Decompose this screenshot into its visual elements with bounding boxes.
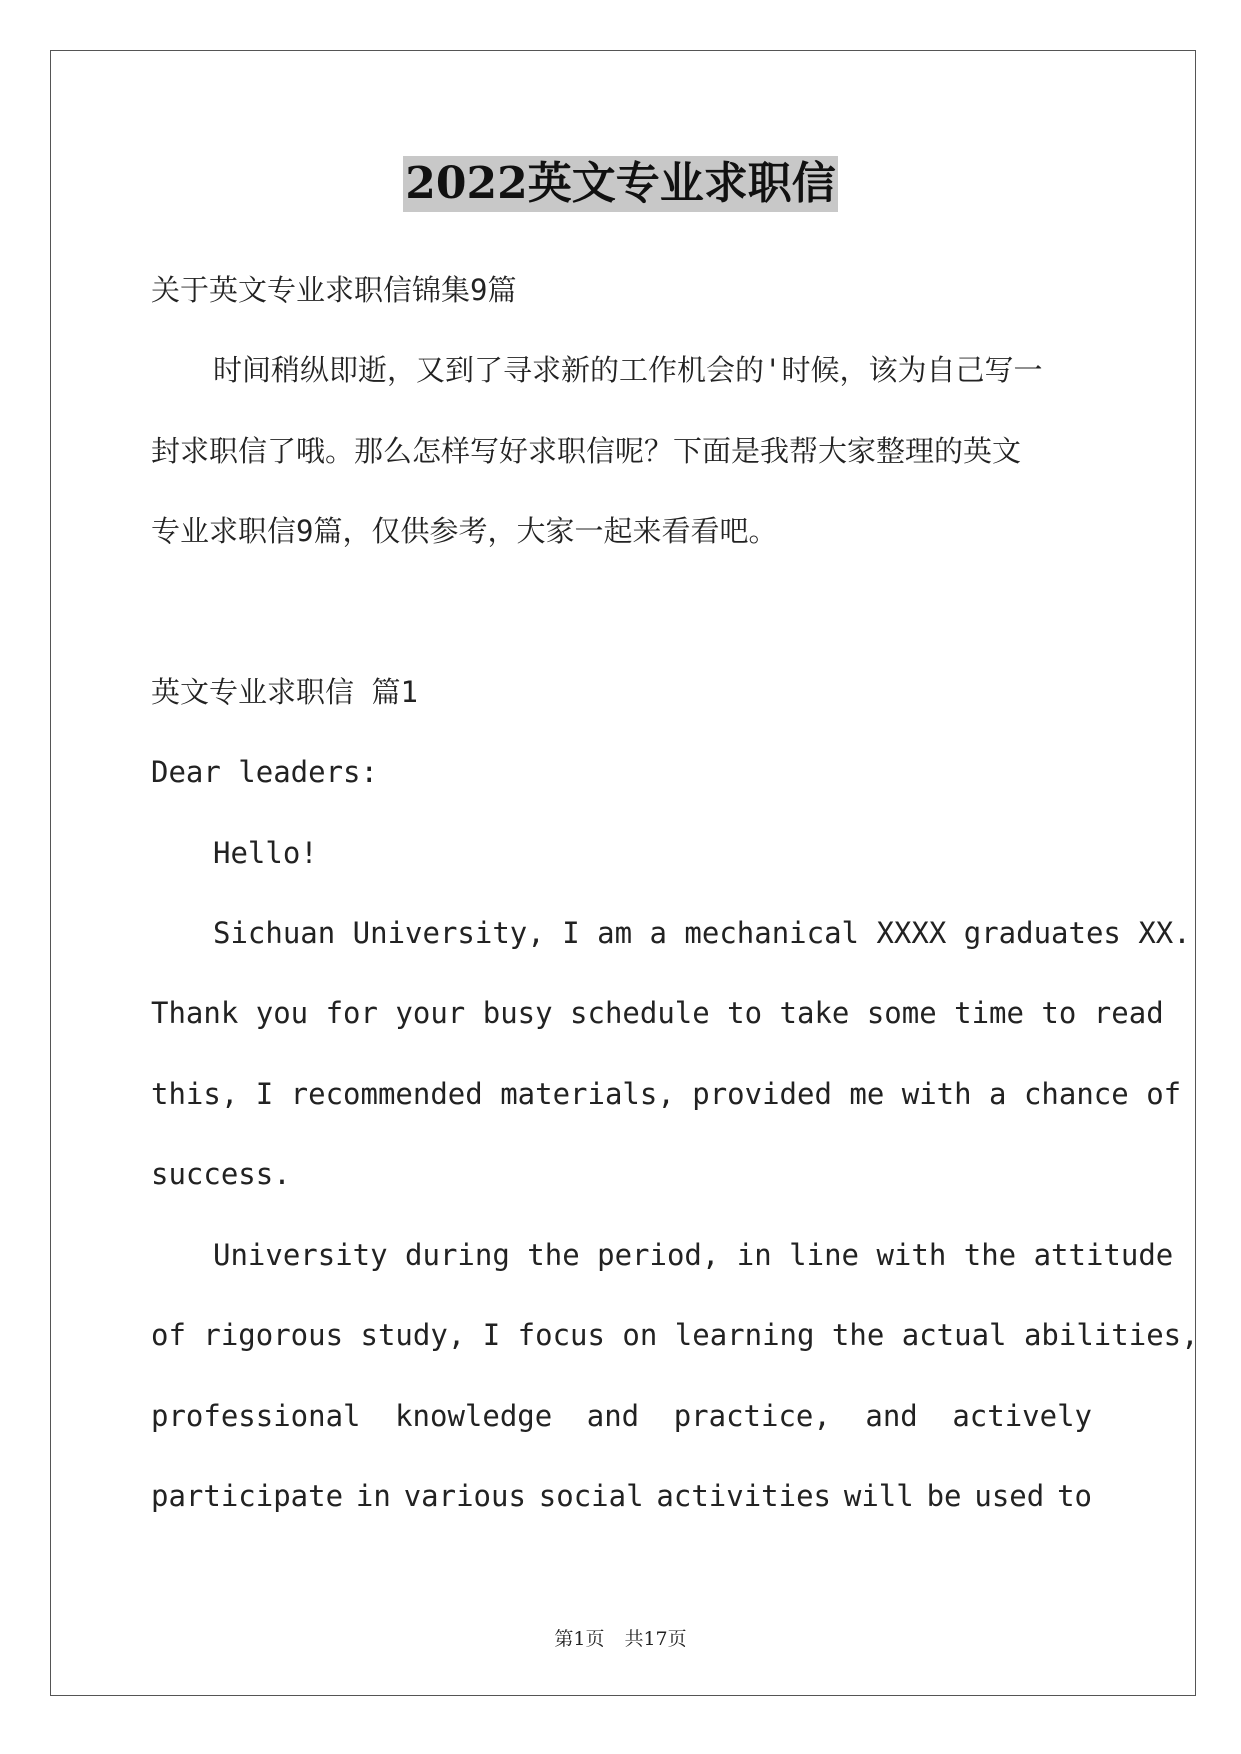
word: practice, [673, 1399, 831, 1433]
word: used [974, 1479, 1045, 1513]
section-heading: 英文专业求职信 篇1 [151, 675, 418, 709]
word: various [403, 1479, 526, 1513]
word: and [865, 1399, 918, 1433]
word: actively [952, 1399, 1092, 1433]
word: to [1057, 1479, 1092, 1513]
page-footer [0, 1626, 1241, 1652]
word: professional [151, 1399, 361, 1433]
word: knowledge [395, 1399, 553, 1433]
para2-line-4 [151, 1476, 1092, 1516]
page-number: 第1页 [554, 1628, 605, 1650]
document-subtitle: 关于英文专业求职信锦集9篇 [151, 273, 517, 307]
intro-line-3: 专业求职信9篇，仅供参考，大家一起来看看吧。 [151, 514, 778, 548]
para2-line-3 [151, 1396, 1092, 1436]
word: activities [656, 1479, 832, 1513]
total-pages: 共17页 [624, 1628, 687, 1650]
intro-line-2: 封求职信了哦。那么怎样写好求职信呢？下面是我帮大家整理的英文 [151, 434, 1022, 468]
salutation: Dear leaders: [151, 755, 378, 789]
document-title: 2022英文专业求职信 [403, 156, 837, 212]
para2-line-2: of rigorous study, I focus on learning the actual abilities, [151, 1318, 1199, 1352]
title-container [0, 156, 1241, 212]
greeting: Hello! [213, 836, 318, 870]
intro-line-1: 时间稍纵即逝，又到了寻求新的工作机会的'时候，该为自己写一 [213, 353, 1043, 387]
word: social [538, 1479, 644, 1513]
para1-line-4: success. [151, 1157, 291, 1191]
word: participate [151, 1479, 344, 1513]
para2-line-1: University during the period, in line with the attitude [213, 1238, 1174, 1272]
para1-line-3: this, I recommended materials, provided me with a chance of [151, 1077, 1182, 1111]
word: and [586, 1399, 640, 1433]
para1-line-2: Thank you for your busy schedule to take some time to read [151, 996, 1164, 1030]
word: in [355, 1479, 391, 1513]
word: be [926, 1479, 962, 1513]
para1-line-1: Sichuan University, I am a mechanical XXXX graduates XX. [213, 916, 1191, 950]
word: will [843, 1479, 914, 1513]
